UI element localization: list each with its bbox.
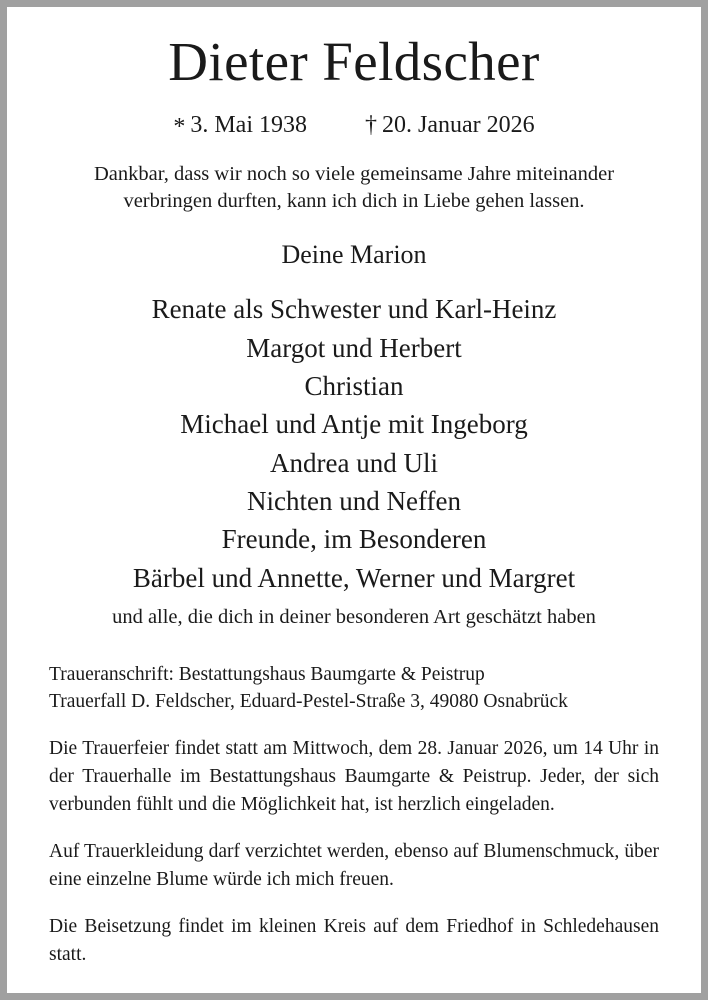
birth-star-icon: * [173,114,186,140]
epitaph [49,161,659,214]
birth-date-group [173,112,307,139]
attire-paragraph: Auf Trauerkleidung darf verzichtet werden, ebenso auf Blumenschmuck, über eine einzelne Blume würde ich mich freuen. [49,841,659,890]
survivor-line: Renate als Schwester und Karl-Heinz [151,294,557,325]
survivor-line: Christian [304,370,404,401]
birth-date: 3. Mai 1938 [190,112,308,138]
survivor-line: Margot und Herbert [246,332,462,363]
survivor-line: Michael und Antje mit Ingeborg [180,409,528,440]
survivors-closing: und alle, die dich in deiner besonderen Art geschätzt haben [112,605,596,628]
death-date-group [365,112,535,139]
death-cross-icon: † [365,112,378,138]
life-dates [49,112,659,139]
survivors-list [49,290,659,630]
obituary-notice [7,7,701,993]
signature: Deine Marion [281,240,427,270]
burial-paragraph: Die Beisetzung findet im kleinen Kreis auf dem Friedhof in Schledehausen statt. [49,916,659,966]
contact-line: Traueranschrift: Bestattungshaus Baumgarte & Peistrup [49,663,485,685]
contact-line: Trauerfall D. Feldscher, Eduard-Pestel-Straße 3, 49080 Osnabrück [49,691,568,713]
contact-address [49,661,659,716]
survivor-line: Andrea und Uli [270,447,438,478]
funeral-details [49,661,659,970]
epitaph-line: Dankbar, dass wir noch so viele gemeinsame Jahre miteinander [93,163,615,185]
ceremony-paragraph: Die Trauerfeier findet statt am Mittwoch, dem 28. Januar 2026, um 14 Uhr in der Trauerhalle im Bestattungshaus Baumgarte & Peistrup. Jeder, der sich verbunden fühlt und die Möglichkeit hat, ist herzlich eingeladen. [49,737,659,815]
survivor-line: Freunde, im Besonderen [221,524,487,555]
deceased-name: Dieter Feldscher [168,31,540,92]
survivor-line: Nichten und Neffen [247,485,461,516]
death-date: 20. Januar 2026 [382,112,535,138]
survivor-line: Bärbel und Annette, Werner und Margret [132,562,576,593]
epitaph-line: verbringen durften, kann ich dich in Liebe gehen lassen. [123,189,585,212]
